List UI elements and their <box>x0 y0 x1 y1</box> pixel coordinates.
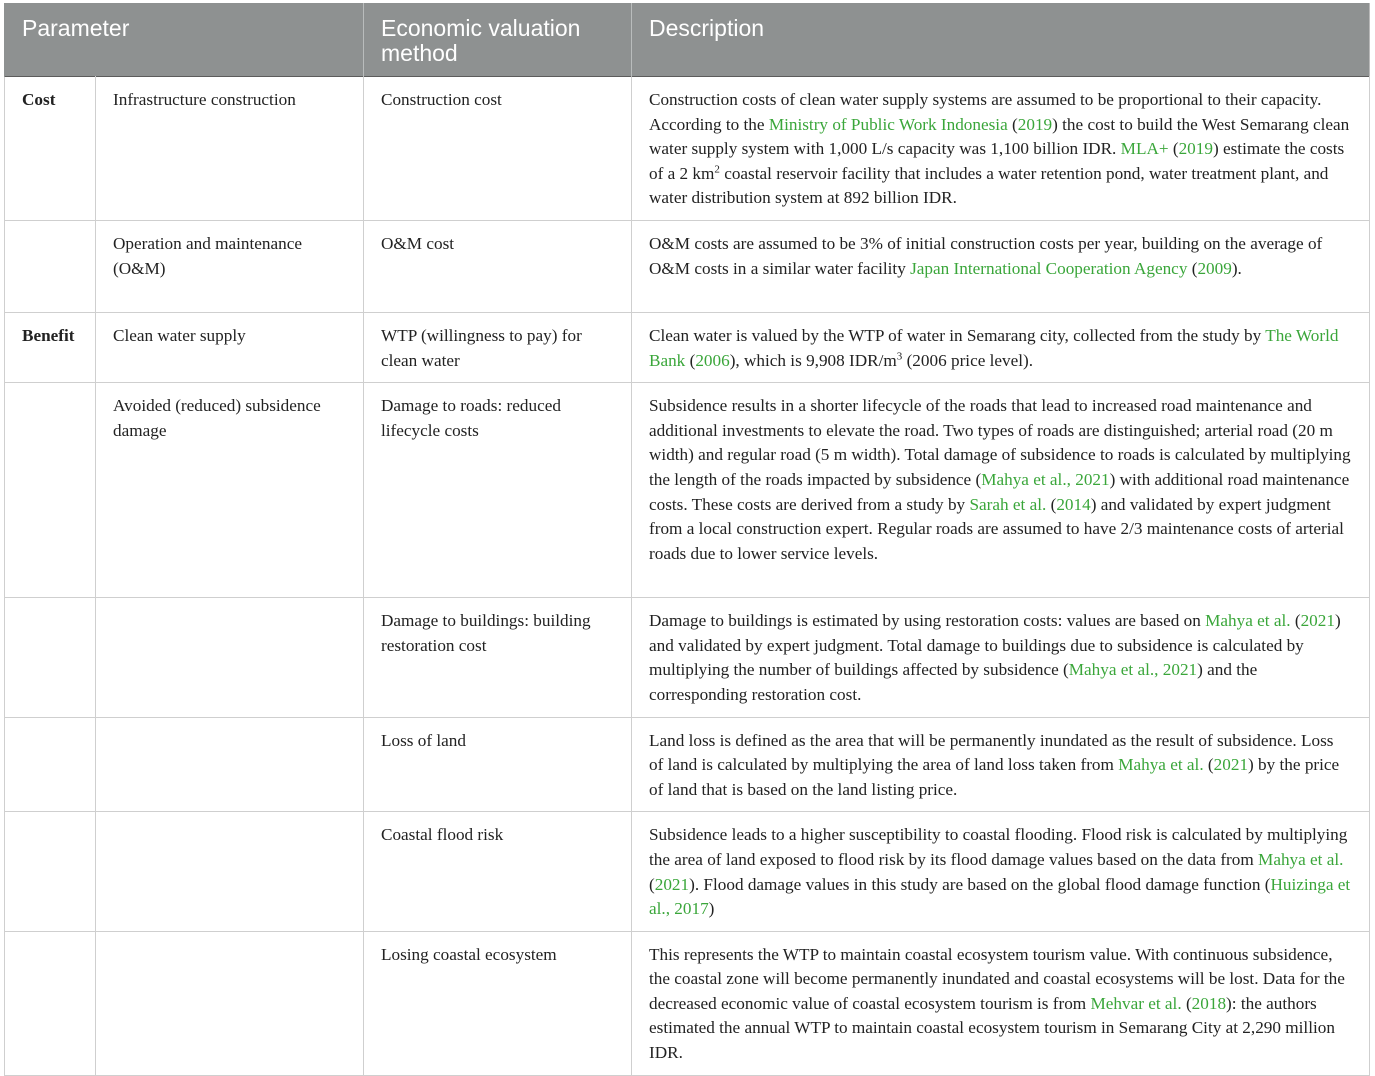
method-cell: O&M cost <box>364 220 632 312</box>
description-cell: Clean water is valued by the WTP of water in Semarang city, collected from the study by The World Bank (2006), which is 9,908 IDR/$m^3$ (2006 price level). <box>632 312 1370 382</box>
header-description: Description <box>632 3 1370 77</box>
citation-link[interactable]: MLA+ <box>1120 139 1169 159</box>
method-cell: Loss of land <box>364 717 632 812</box>
method-cell: Damage to buildings: building restoration cost <box>364 598 632 717</box>
table-row <box>5 598 1370 717</box>
description-cell: Subsidence leads to a higher susceptibility to coastal flooding. Flood risk is calculated by multiplying the area of land exposed to flood risk by its flood damage values based on the data from Mahya et al. (2021). Flood damage values in this study are based on the global flood damage function (Huizinga et al., 2017) <box>632 812 1370 931</box>
group-label-benefit: Benefit <box>5 312 96 382</box>
citation-link[interactable]: 2019 <box>1017 114 1053 134</box>
citation-link[interactable]: Mahya et al. <box>1258 849 1344 869</box>
citation-link[interactable]: Mahya et al. <box>1118 755 1204 775</box>
citation-link[interactable]: 2014 <box>1056 494 1091 514</box>
method-cell: Losing coastal ecosystem <box>364 931 632 1075</box>
citation-link[interactable]: 2021 <box>654 874 690 894</box>
header-method: Economic valuation method <box>364 3 632 77</box>
group-label-empty <box>5 383 96 598</box>
table-header <box>5 3 1370 77</box>
parameter-cell <box>96 717 364 812</box>
table-row <box>5 220 1370 312</box>
description-cell: O&M costs are assumed to be 3% of initial construction costs per year, building on the average of O&M costs in a similar water facility Japan International Cooperation Agency (2009). <box>632 220 1370 312</box>
description-cell: Land loss is defined as the area that will be permanently inundated as the result of subsidence. Loss of land is calculated by multiplying the area of land loss taken from Mahya et al. (2021) by the price of land that is based on the land listing price. <box>632 717 1370 812</box>
citation-link[interactable]: 2006 <box>695 350 730 370</box>
description-cell: Construction costs of clean water supply systems are assumed to be proportional to their capacity. According to the Ministry of Public Work Indonesia (2019) the cost to build the West Semarang clean water supply system with 1,000 L/s capacity was 1,100 billion IDR. MLA+ (2019) estimate the costs of a 2 $km^2$ coastal reservoir facility that includes a water retention pond, water treatment plant, and water distribution system at 892 billion IDR. <box>632 77 1370 221</box>
parameter-cell <box>96 812 364 931</box>
parameter-cell <box>96 931 364 1075</box>
description-cell: Subsidence results in a shorter lifecycle of the roads that lead to increased road maintenance and additional investments to elevate the road. Two types of roads are distinguished; arterial road (20 m width) and regular road (5 m width). Total damage of subsidence to roads is calculated by multiplying the length of the roads impacted by subsidence (Mahya et al., 2021) with additional road maintenance costs. These costs are derived from a study by Sarah et al. (2014) and validated by expert judgment from a local construction expert. Regular roads are assumed to have 2/3 maintenance costs of arterial roads due to lower service levels. <box>632 383 1370 598</box>
citation-link[interactable]: Huizinga et al., 2017 <box>649 874 1351 919</box>
citation-link[interactable]: 2019 <box>1178 139 1213 159</box>
group-label-empty <box>5 812 96 931</box>
citation-link[interactable]: Sarah et al. <box>969 494 1047 514</box>
parameter-cell <box>96 598 364 717</box>
citation-link[interactable]: Japan International Cooperation Agency <box>910 258 1188 278</box>
citation-link[interactable]: Ministry of Public Work Indonesia <box>768 114 1008 134</box>
table-row <box>5 812 1370 931</box>
citation-link[interactable]: Mahya et al. <box>1205 611 1291 631</box>
group-label-cost: Cost <box>5 77 96 221</box>
citation-link[interactable]: 2018 <box>1191 993 1227 1013</box>
method-cell: Coastal flood risk <box>364 812 632 931</box>
group-label-empty <box>5 717 96 812</box>
table-row <box>5 383 1370 598</box>
citation-link[interactable]: Mahya et al., 2021 <box>1068 660 1198 680</box>
method-cell: Damage to roads: reduced lifecycle costs <box>364 383 632 598</box>
table-row <box>5 717 1370 812</box>
description-cell: Damage to buildings is estimated by using restoration costs: values are based on Mahya et al. (2021) and validated by expert judgment. Total damage to buildings due to subsidence is calculated by multiplying the number of buildings affected by subsidence (Mahya et al., 2021) and the corresponding restoration cost. <box>632 598 1370 717</box>
valuation-table <box>4 3 1370 1076</box>
citation-link[interactable]: The World Bank <box>649 325 1339 370</box>
group-label-empty <box>5 598 96 717</box>
citation-link[interactable]: 2021 <box>1213 755 1249 775</box>
citation-link[interactable]: 2021 <box>1300 611 1335 631</box>
table-row <box>5 312 1370 382</box>
description-cell: This represents the WTP to maintain coastal ecosystem tourism value. With continuous subsidence, the coastal zone will become permanently inundated and coastal ecosystems will be lost. Data for the decreased economic value of coastal ecosystem tourism is from Mehvar et al. (2018): the authors estimated the annual WTP to maintain coastal ecosystem tourism in Semarang City at 2,290 million IDR. <box>632 931 1370 1075</box>
citation-link[interactable]: Mahya et al., 2021 <box>981 469 1110 489</box>
parameter-cell: Clean water supply <box>96 312 364 382</box>
parameter-cell: Avoided (reduced) subsidence damage <box>96 383 364 598</box>
table-row <box>5 77 1370 221</box>
method-cell: Construction cost <box>364 77 632 221</box>
parameter-cell: Infrastructure construction <box>96 77 364 221</box>
table-row <box>5 931 1370 1075</box>
citation-link[interactable]: 2009 <box>1197 258 1232 278</box>
group-label-empty <box>5 220 96 312</box>
header-parameter: Parameter <box>5 3 364 77</box>
parameter-cell: Operation and maintenance (O&M) <box>96 220 364 312</box>
citation-link[interactable]: Mehvar et al. <box>1090 993 1182 1013</box>
method-cell: WTP (willingness to pay) for clean water <box>364 312 632 382</box>
group-label-empty <box>5 931 96 1075</box>
